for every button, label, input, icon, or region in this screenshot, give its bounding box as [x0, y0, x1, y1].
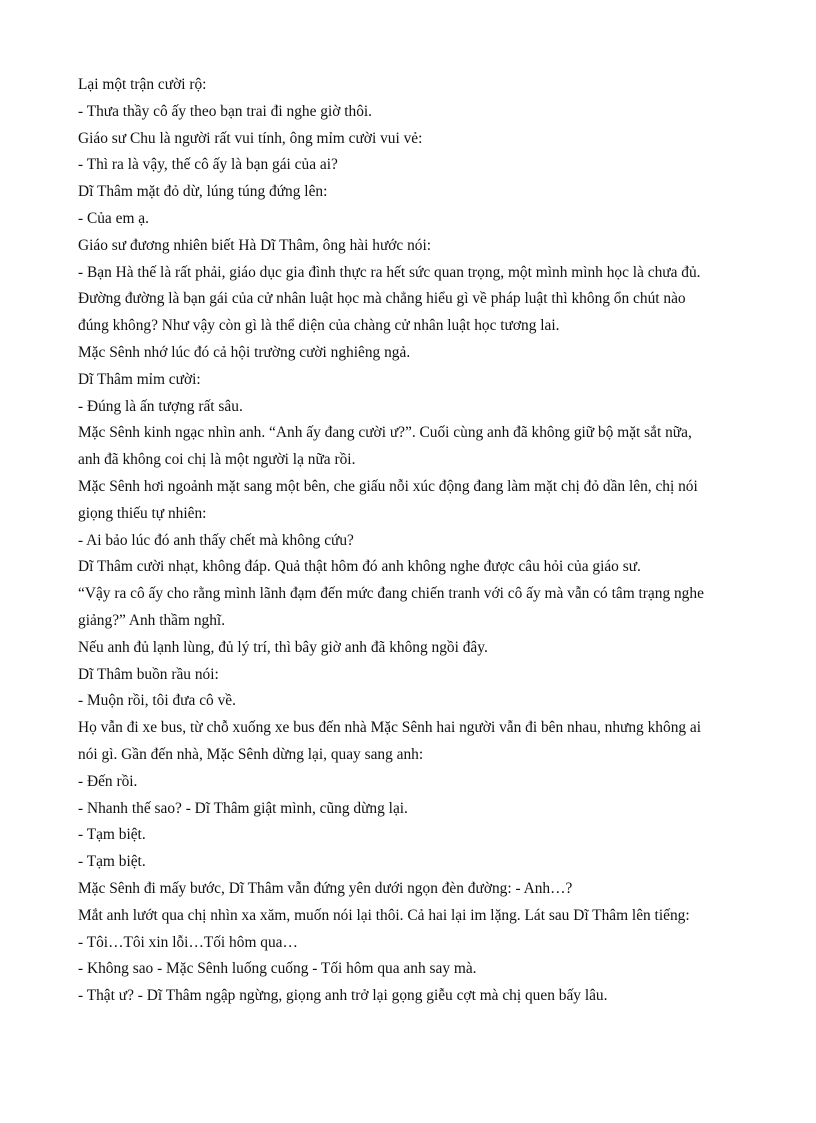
text-line: - Tôi…Tôi xin lỗi…Tối hôm qua… — [78, 933, 298, 951]
text-line: “Vậy ra cô ấy cho rằng mình lãnh đạm đến mức đang chiến tranh với cô ấy mà vẫn có tâm trạng nghe — [78, 585, 704, 603]
text-line: Dĩ Thâm mặt đỏ dừ, lúng túng đứng lên: — [78, 183, 328, 201]
text-line: Lại một trận cười rộ: — [78, 76, 207, 93]
text-line: - Ai bảo lúc đó anh thấy chết mà không cứu? — [78, 531, 354, 549]
text-line: - Thì ra là vậy, thế cô ấy là bạn gái của ai? — [78, 156, 338, 174]
text-line: Mặc Sênh nhớ lúc đó cả hội trường cười nghiêng ngả. — [78, 343, 411, 361]
text-line: - Thật ư? - Dĩ Thâm ngập ngừng, giọng anh trở lại gọng giễu cợt mà chị quen bấy lâu. — [78, 987, 608, 1005]
text-line: - Nhanh thế sao? - Dĩ Thâm giật mình, cũng dừng lại. — [78, 799, 408, 817]
text-line: - Đến rồi. — [78, 772, 138, 790]
document-body — [78, 72, 778, 1010]
text-line: - Của em ạ. — [78, 209, 149, 227]
text-line: giọng thiếu tự nhiên: — [78, 504, 207, 522]
text-line: Dĩ Thâm mỉm cười: — [78, 370, 201, 388]
text-line: Nếu anh đủ lạnh lùng, đủ lý trí, thì bây giờ anh đã không ngồi đây. — [78, 638, 488, 656]
text-line: nói gì. Gần đến nhà, Mặc Sênh dừng lại, quay sang anh: — [78, 745, 424, 763]
text-line: Đường đường là bạn gái của cử nhân luật học mà chẳng hiểu gì về pháp luật thì không ổn chút nào — [78, 290, 686, 308]
text-line: Mặc Sênh hơi ngoảnh mặt sang một bên, che giấu nỗi xúc động đang làm mặt chị đỏ dần lên, chị nói — [78, 477, 698, 495]
text-line: Dĩ Thâm cười nhạt, không đáp. Quả thật hôm đó anh không nghe được câu hỏi của giáo sư. — [78, 558, 641, 576]
text-line: - Tạm biệt. — [78, 853, 146, 871]
text-line: giảng?” Anh thầm nghĩ. — [78, 611, 226, 629]
text-line: Mắt anh lướt qua chị nhìn xa xăm, muốn nói lại thôi. Cả hai lại im lặng. Lát sau Dĩ Thâm lên tiếng: — [78, 906, 690, 924]
text-line: Dĩ Thâm buồn rầu nói: — [78, 665, 219, 683]
text-line: Họ vẫn đi xe bus, từ chỗ xuống xe bus đến nhà Mặc Sênh hai người vẫn đi bên nhau, nhưng không ai — [78, 719, 702, 737]
text-line: anh đã không coi chị là một người lạ nữa rồi. — [78, 451, 356, 469]
text-line: - Đúng là ấn tượng rất sâu. — [78, 397, 243, 415]
text-line: - Không sao - Mặc Sênh luống cuống - Tối hôm qua anh say mà. — [78, 960, 477, 978]
text-line: Giáo sư Chu là người rất vui tính, ông mỉm cười vui vẻ: — [78, 129, 423, 147]
text-line: đúng không? Như vậy còn gì là thể diện của chàng cử nhân luật học tương lai. — [78, 317, 560, 335]
text-line: Mặc Sênh kinh ngạc nhìn anh. “Anh ấy đang cười ư?”. Cuối cùng anh đã không giữ bộ mặt sắt nữa, — [78, 424, 692, 442]
text-line: Mặc Sênh đi mấy bước, Dĩ Thâm vẫn đứng yên dưới ngọn đèn đường: - Anh…? — [78, 879, 573, 897]
text-line: Giáo sư đương nhiên biết Hà Dĩ Thâm, ông hài hước nói: — [78, 236, 432, 254]
text-line: - Thưa thầy cô ấy theo bạn trai đi nghe giờ thôi. — [78, 102, 373, 120]
text-line: - Tạm biệt. — [78, 826, 146, 844]
text-line: - Muộn rồi, tôi đưa cô về. — [78, 692, 236, 710]
text-line: - Bạn Hà thế là rất phải, giáo dục gia đình thực ra hết sức quan trọng, một mình mình học là chưa đủ. — [78, 263, 701, 281]
